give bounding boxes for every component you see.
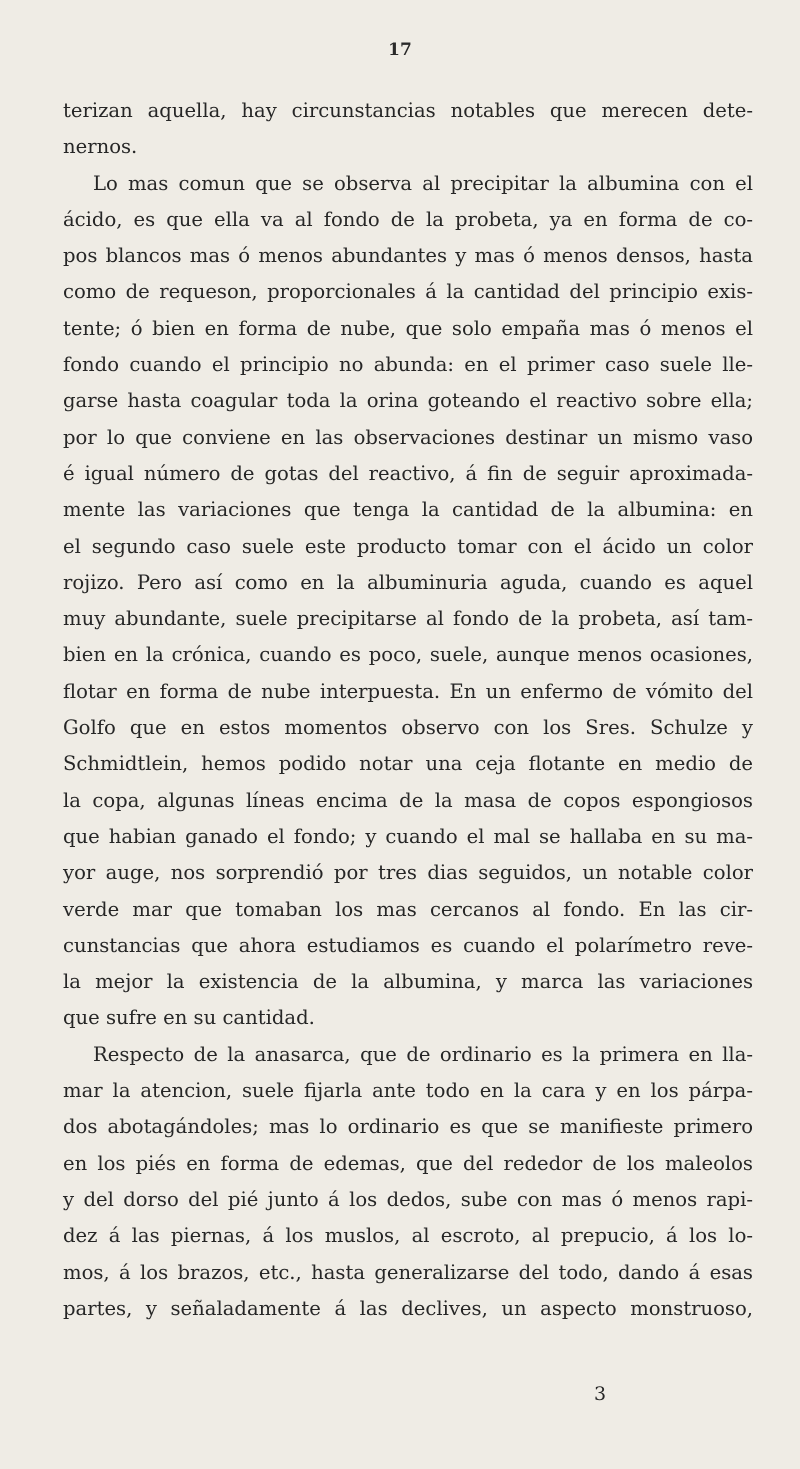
text-line: mos, á los brazos, etc., hasta generalizarse del todo, dando á esas: [63, 1260, 753, 1284]
text-line: verde mar que tomaban los mas cercanos al fondo. En las cir-: [63, 897, 753, 921]
text-line: Lo mas comun que se observa al precipitar la albumina con el: [93, 171, 753, 195]
text-line: Golfo que en estos momentos observo con los Sres. Schulze y: [63, 716, 753, 740]
page-number: 17: [388, 40, 412, 60]
text-line: la mejor la existencia de la albumina, y marca las variaciones: [63, 970, 753, 994]
text-line: que habian ganado el fondo; y cuando el mal se hallaba en su ma-: [63, 824, 753, 848]
signature-mark: 3: [593, 1383, 607, 1405]
text-line: la copa, algunas líneas encima de la masa de copos espongiosos: [63, 788, 753, 812]
text-line: en los piés en forma de edemas, que del rededor de los maleolos: [63, 1151, 753, 1175]
text-line: dez á las piernas, á los muslos, al escroto, al prepucio, á los lo-: [63, 1224, 753, 1248]
text-line: ácido, es que ella va al fondo de la probeta, ya en forma de co-: [63, 207, 753, 231]
text-line: como de requeson, proporcionales á la cantidad del principio exis-: [63, 280, 753, 304]
text-line: y del dorso del pié junto á los dedos, sube con mas ó menos rapi-: [63, 1187, 753, 1211]
text-line: partes, y señaladamente á las declives, un aspecto monstruoso,: [63, 1296, 753, 1320]
text-line: tente; ó bien en forma de nube, que solo empaña mas ó menos el: [63, 316, 753, 340]
text-line: flotar en forma de nube interpuesta. En un enfermo de vómito del: [63, 679, 753, 703]
text-line: que sufre en su cantidad.: [63, 1006, 315, 1030]
text-line: pos blancos mas ó menos abundantes y mas ó menos densos, hasta: [63, 244, 753, 268]
text-line: é igual número de gotas del reactivo, á fin de seguir aproximada-: [63, 461, 753, 485]
text-line: el segundo caso suele este producto tomar con el ácido un color: [63, 534, 753, 558]
text-line: mar la atencion, suele fijarla ante todo en la cara y en los párpa-: [63, 1079, 753, 1103]
text-line: rojizo. Pero así como en la albuminuria aguda, cuando es aquel: [63, 570, 753, 594]
body-text: [63, 93, 753, 1327]
text-line: muy abundante, suele precipitarse al fondo de la probeta, así tam-: [63, 607, 753, 631]
text-line: dos abotagándoles; mas lo ordinario es que se manifieste primero: [63, 1115, 753, 1139]
text-line: fondo cuando el principio no abunda: en el primer caso suele lle-: [63, 353, 753, 377]
text-line: Schmidtlein, hemos podido notar una ceja flotante en medio de: [63, 752, 753, 776]
text-line: garse hasta coagular toda la orina goteando el reactivo sobre ella;: [63, 389, 753, 413]
text-line: por lo que conviene en las observaciones destinar un mismo vaso: [63, 425, 753, 449]
text-line: cunstancias que ahora estudiamos es cuando el polarímetro reve-: [63, 933, 753, 957]
text-line: terizan aquella, hay circunstancias notables que merecen dete-: [63, 99, 753, 122]
text-line: nernos.: [63, 135, 138, 159]
text-line: bien en la crónica, cuando es poco, suele, aunque menos ocasiones,: [63, 643, 753, 667]
text-line: Respecto de la anasarca, que de ordinario es la primera en lla-: [93, 1042, 753, 1066]
text-line: yor auge, nos sorprendió por tres dias seguidos, un notable color: [63, 861, 753, 885]
text-line: mente las variaciones que tenga la cantidad de la albumina: en: [63, 498, 753, 522]
